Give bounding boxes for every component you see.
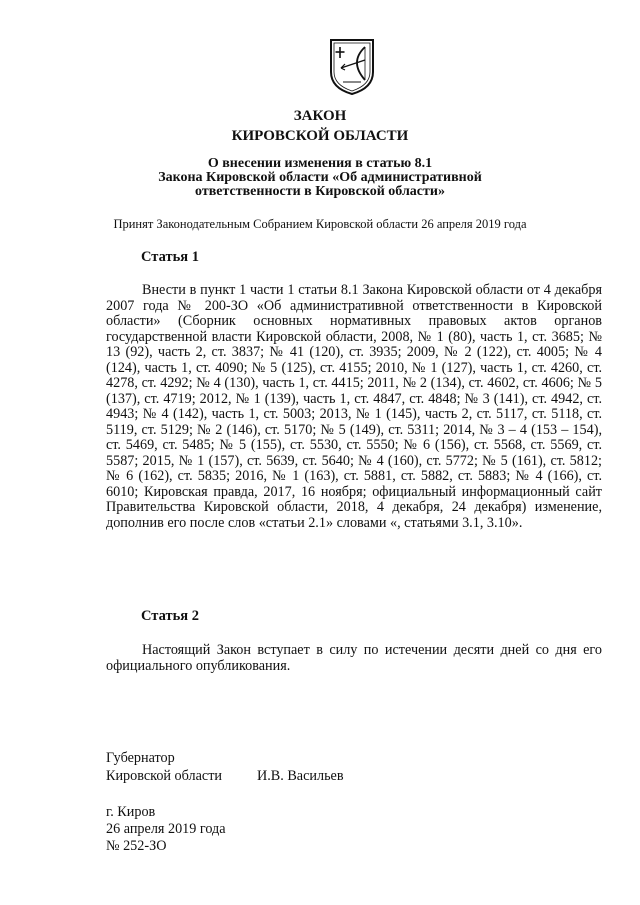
article-1-heading: Статья 1: [141, 249, 199, 265]
adoption-note: Принят Законодательным Собранием Кировской области 26 апреля 2019 года: [113, 217, 527, 231]
title-line-1: ЗАКОН: [293, 108, 347, 124]
footer-city: г. Киров: [106, 804, 156, 820]
subtitle-line-2: Закона Кировской области «Об административной: [158, 170, 482, 185]
coat-of-arms-icon: [329, 38, 375, 96]
document-footer: [106, 804, 226, 855]
governor-title: [106, 750, 222, 785]
footer-number: № 252-ЗО: [106, 838, 167, 854]
governor-title-line-2: Кировской области: [106, 768, 222, 784]
document-title: [0, 108, 640, 145]
article-1-text: Внести в пункт 1 части 1 статьи 8.1 Закона Кировской области от 4 декабря 2007 года № 200-ЗО «Об административной ответственности в Кировской области» (Сборник основных нормативных правовых актов органов государственной власти Кировской области, 2008, № 1 (80), часть 1, ст. 3685; № 13 (92), часть 2, ст. 3837; № 41 (120), ст. 3935; 2009, № 2 (122), ст. 4005; № 4 (124), часть 1, ст. 4090; № 5 (125), ст. 4155; 2010, № 1 (127), часть 1, ст. 4260, ст. 4278, ст. 4292; № 4 (130), часть 1, ст. 4415; 2011, № 2 (134), ст. 4602, ст. 4606; № 5 (137), ст. 4719; 2012, № 1 (139), часть 1, ст. 4847, ст. 4848; № 3 (141), ст. 4942, ст. 4943; № 4 (142), часть 1, ст. 5003; 2013, № 1 (145), часть 2, ст. 5117, ст. 5118, ст. 5119, ст. 5129; № 2 (146), ст. 5170; № 5 (149), ст. 5311; 2014, № 3 – 4 (153 – 154), ст. 5469, ст. 5485; № 5 (155), ст. 5530, ст. 5550; № 6 (156), ст. 5568, ст. 5569, ст. 5587; 2015, № 1 (157), ст. 5639, ст. 5640; № 4 (160), ст. 5772; № 5 (161), ст. 5812; № 6 (162), ст. 5835; 2016, № 1 (163), ст. 5881, ст. 5882, ст. 5883; № 4 (166), ст. 6010; Кировская правда, 2017, 16 ноября; официальный информационный сайт Правительства Кировской области, 2018, 4 декабря, 24 декабря) изменение, дополнив его после слов «статьи 2.1» словами «, статьями 3.1, 3.10».: [106, 282, 602, 531]
governor-name: И.В. Васильев: [257, 768, 344, 784]
article-2-heading: Статья 2: [141, 608, 199, 624]
article-2-text: Настоящий Закон вступает в силу по истечении десяти дней со дня его официального опубликования.: [106, 642, 602, 674]
governor-title-line-1: Губернатор: [106, 750, 175, 766]
footer-date: 26 апреля 2019 года: [106, 821, 226, 837]
document-subtitle: [0, 157, 640, 199]
subtitle-line-3: ответственности в Кировской области»: [195, 184, 445, 199]
title-line-2: КИРОВСКОЙ ОБЛАСТИ: [231, 128, 409, 144]
subtitle-line-1: О внесении изменения в статью 8.1: [207, 156, 433, 171]
